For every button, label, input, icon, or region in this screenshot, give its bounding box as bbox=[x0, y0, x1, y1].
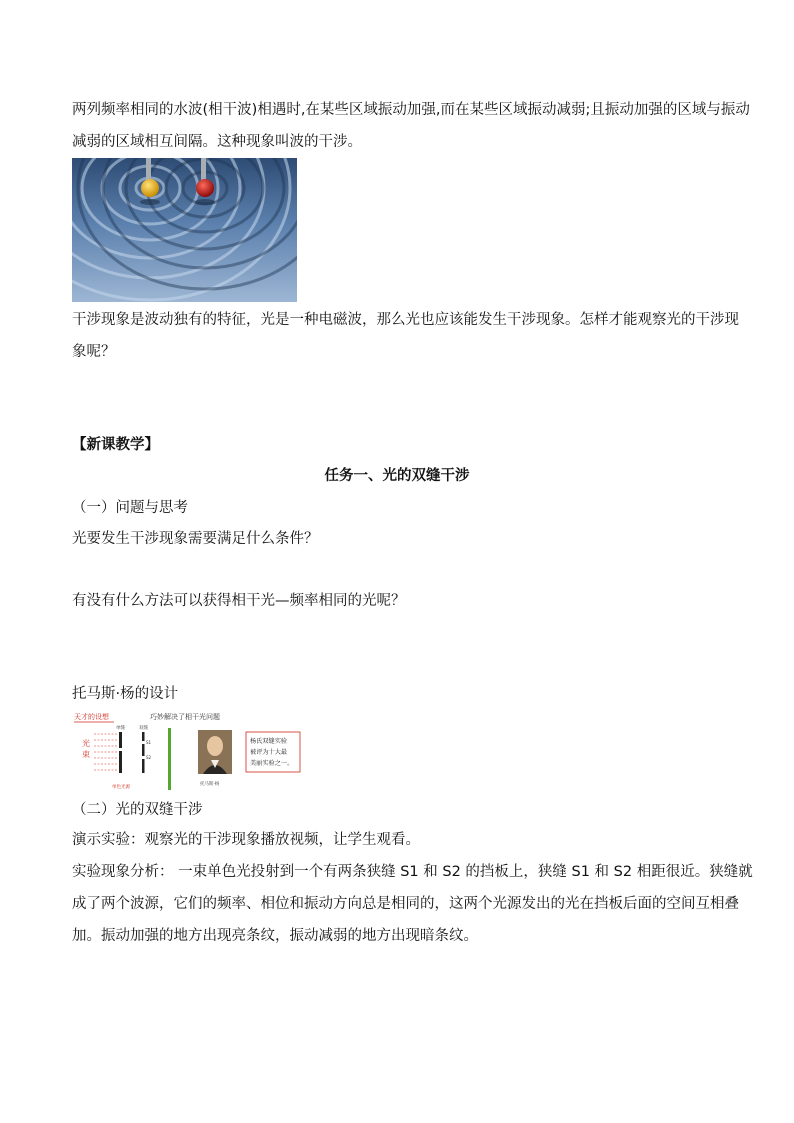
analysis-line-1: 实验现象分析： 一束单色光投射到一个有两条狭缝 S1 和 S2 的挡板上，狭缝 S1 和 S2 相距很近。狭缝就 bbox=[72, 864, 753, 880]
yellow-source-ball bbox=[141, 179, 159, 197]
single-slit-barrier-top bbox=[119, 732, 122, 748]
analysis-line-3: 加。振动加强的地方出现亮条纹，振动减弱的地方出现暗条纹。 bbox=[72, 928, 478, 944]
analysis-line-2: 成了两个波源，它们的频率、相位和振动方向总是相同的，这两个光源发出的光在挡板后面的空间互相叠 bbox=[72, 896, 739, 912]
task-title: 任务一、光的双缝干涉 bbox=[324, 468, 470, 484]
diagram-label-s2: S2 bbox=[146, 755, 152, 760]
diagram-label-single-slit: 单缝 bbox=[116, 726, 125, 731]
subheading-question: （一）问题与思考 bbox=[72, 500, 188, 516]
observation-screen bbox=[168, 728, 171, 790]
question-paragraph-line-2: 象呢？ bbox=[72, 344, 116, 360]
diagram-label-solve: 巧妙解决了相干光问题 bbox=[150, 713, 220, 721]
subheading-double-slit: （二）光的双缝干涉 bbox=[72, 802, 203, 818]
demo-experiment: 演示实验：观察光的干涉现象播放视频，让学生观看。 bbox=[72, 832, 420, 848]
question-paragraph-line-1: 干涉现象是波动独有的特征，光是一种电磁波，那么光也应该能发生干涉现象。怎样才能观察光的干涉现 bbox=[72, 312, 739, 328]
intro-paragraph-line-2: 减弱的区域相互间隔。这种现象叫波的干涉。 bbox=[72, 134, 362, 150]
water-wave-image bbox=[72, 158, 297, 302]
young-double-slit-diagram bbox=[72, 710, 304, 792]
single-slit-barrier-bottom bbox=[119, 751, 122, 773]
diagram-label-idea: 天才的设想 bbox=[74, 713, 109, 721]
question-1: 光要发生干涉现象需要满足什么条件？ bbox=[72, 531, 319, 547]
intro-paragraph-line-1: 两列频率相同的水波(相干波)相遇时,在某些区域振动加强,而在某些区域振动减弱;且振动加强的区域与振动 bbox=[72, 102, 750, 118]
question-2: 有没有什么方法可以获得相干光—频率相同的光呢？ bbox=[72, 593, 406, 609]
diagram-label-double-slit: 双缝 bbox=[139, 726, 148, 731]
diagram-label-light: 光 bbox=[82, 739, 90, 748]
diagram-label-beam: 束 bbox=[82, 750, 90, 759]
red-source-ball bbox=[196, 179, 214, 197]
diagram-label-light-source: 单色光源 bbox=[112, 785, 130, 790]
caption-line-2: 被评为十大最 bbox=[250, 749, 288, 756]
young-design-title: 托马斯·杨的设计 bbox=[72, 686, 179, 702]
caption-line-1: 杨氏双缝实验 bbox=[250, 738, 288, 745]
portrait-caption: 托马斯·杨 bbox=[200, 782, 220, 787]
diagram-label-s1: S1 bbox=[146, 740, 152, 745]
section-heading: 【新课教学】 bbox=[72, 437, 159, 453]
double-slit-barrier-bottom bbox=[142, 759, 145, 773]
double-slit-barrier-top bbox=[142, 732, 145, 741]
caption-line-3: 美丽实验之一。 bbox=[250, 760, 294, 767]
double-slit-barrier-middle bbox=[142, 744, 145, 756]
water-wave-interference-photo bbox=[72, 158, 297, 302]
